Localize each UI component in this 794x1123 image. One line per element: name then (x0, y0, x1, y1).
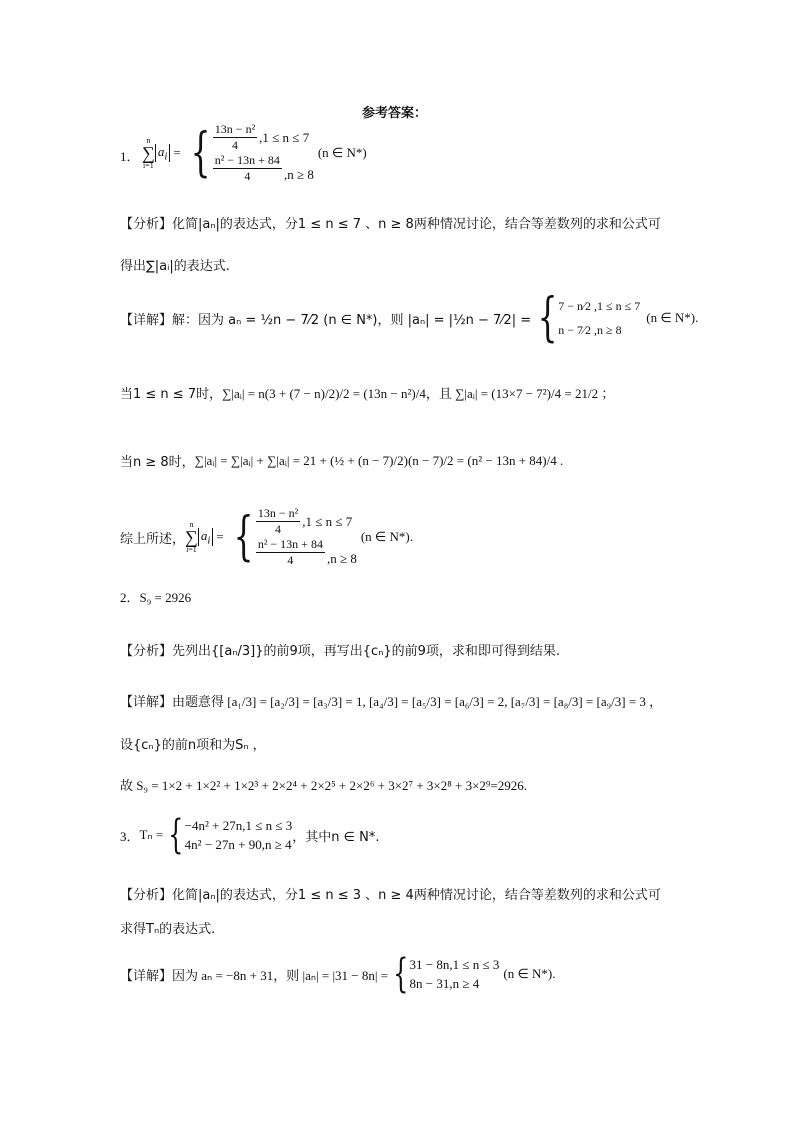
q1-answer-formula: n ∑ i=1 $a_i$ = { $\frac{\text{13n − n²}}{4}$ ,1 ≤ n ≤ 7 $\frac{\text{n² − 13n + 84}}{4}$ ,n ≥ 8 (n ∈ N*) (142, 122, 367, 183)
q1-number: 1． (120, 149, 140, 164)
q1-case2-cond: ,n ≥ 8 (283, 166, 314, 182)
q1-case1-num: 13n − n² (214, 122, 256, 136)
analysis-tag: 【分析】 (120, 217, 173, 232)
sum-symbol: n ∑ i=1 (142, 136, 155, 170)
summary-prefix: 综上所述， (120, 531, 186, 547)
summary-case2-cond: ,n ≥ 8 (326, 550, 357, 566)
q1-case1-den: 4 (231, 138, 238, 152)
detail-tag: 【详解】 (120, 312, 173, 328)
summary-case1-den: 4 (275, 522, 281, 536)
left-brace: { (537, 288, 558, 348)
left-brace: { (393, 951, 409, 997)
q3-detail-cases (410, 955, 500, 993)
q3-answer (120, 812, 380, 858)
when2-expr: ∑|aᵢ| = ∑|aᵢ| + ∑|aᵢ| = 21 + (½ + (n − 7)/2)(n − 7)/2 = (n² − 13n + 84)/4 . (194, 452, 564, 468)
q2-detail-text: 由题意得 [a₁/3] = [a₂/3] = [a₃/3] = 1, [a₄/3] = [a₅/3] = [a₆/3] = 2, [a₇/3] = [a₈/3] = [a₉/3] = 3 ， (172, 694, 663, 709)
q2-answer-expr: S₉ = 2926 (139, 590, 192, 605)
q1-summary: 综上所述， n ∑ i=1 $a_i$ = { $\frac{\text{13n − n²}}{4}$ ,1 ≤ n ≤ 7 $\frac{\text{n² − 13n + 84}}{4}$ ,n ≥ 8 (n ∈ N*). (120, 506, 413, 567)
q1-detail-domain: (n ∈ N*). (646, 310, 699, 325)
q3-detail-case1: 31 − 8n,1 ≤ n ≤ 3 (409, 957, 500, 972)
q1-case2-den: 4 (244, 169, 251, 183)
left-brace: { (190, 123, 211, 183)
q1-analysis-line1: 化简|aₙ|的表达式，分1 ≤ n ≤ 7 、n ≥ 8两种情况讨论，结合等差数列的求和公式可 (172, 217, 661, 232)
q3-cases (185, 816, 293, 854)
q1-detail-case1: 7 − n⁄2 ,1 ≤ n ≤ 7 (558, 299, 641, 313)
left-brace: { (168, 812, 184, 858)
q2-analysis-text: 先列出{[aₙ/3]}的前9项，再写出{cₙ}的前9项，求和即可得到结果. (172, 644, 561, 659)
q1-case-2-derivation (120, 451, 563, 470)
q1-case1-cond: ,1 ≤ n ≤ 7 (259, 129, 310, 145)
q2-so: 故 S₉ = 1×2 + 1×2² + 1×2³ + 2×2⁴ + 2×2⁵ + 2×2⁶ + 3×2⁷ + 3×2⁸ + 3×2⁹=2926. (120, 778, 528, 793)
q2-let: 设{cₙ}的前n项和为Sₙ ， (120, 738, 266, 753)
q2-answer (120, 587, 191, 606)
summary-case2-num: n² − 13n + 84 (257, 537, 323, 551)
left-brace: { (233, 507, 254, 567)
q1-summary-cases (254, 506, 357, 568)
q1-detail-case2: n − 7⁄2 ,n ≥ 8 (558, 323, 622, 337)
q3-analysis-1 (120, 884, 661, 903)
q1-detail (120, 288, 699, 348)
q1-detail-cases (558, 294, 640, 342)
q3-case2: 4n² − 27n + 90,n ≥ 4 (184, 837, 292, 852)
q3-detail-text: 因为 aₙ = −8n + 31，则 |aₙ| = |31 − 8n| = (172, 967, 389, 983)
q3-detail (120, 951, 556, 997)
sum-symbol: n ∑ i=1 (185, 520, 198, 554)
q1-domain: (n ∈ N*) (317, 145, 367, 160)
summary-case2-den: 4 (287, 553, 294, 567)
q3-number: 3． (120, 828, 140, 844)
q2-number: 2． (120, 590, 140, 605)
summary-case1-cond: ,1 ≤ n ≤ 7 (302, 513, 353, 529)
analysis-tag: 【分析】 (120, 644, 173, 659)
q3-analysis-line2: 求得Tₙ的表达式. (120, 922, 216, 937)
q1-case2-num: n² − 13n + 84 (214, 153, 280, 167)
q1-analysis-line2: 得出∑|aᵢ|的表达式. (120, 259, 230, 274)
when2-prefix: 当n ≥ 8时， (120, 455, 195, 470)
q3-detail-domain: (n ∈ N*). (503, 966, 556, 981)
detail-tag: 【详解】 (120, 968, 173, 984)
q3-tail: ，其中n ∈ N*. (292, 829, 380, 845)
q2-detail (120, 691, 662, 710)
q1-case-1-derivation (120, 383, 614, 402)
q1-analysis (120, 213, 661, 232)
analysis-tag: 【分析】 (120, 888, 173, 903)
q1-summary-end: (n ∈ N*). (360, 529, 413, 544)
q1-detail-line: 解：因为 aₙ = ½n − 7⁄2 (n ∈ N*)，则 |aₙ| = |½n − 7⁄2| = (172, 312, 532, 328)
summary-case1-num: 13n − n² (257, 506, 299, 520)
abs-ai: $a_i$ (198, 528, 214, 547)
page-title: 参考答案： (362, 106, 428, 121)
detail-tag: 【详解】 (120, 695, 173, 710)
q3-detail-case2: 8n − 31,n ≥ 4 (409, 976, 480, 991)
q3-tn: Tₙ = (139, 827, 164, 842)
q3-case1: −4n² + 27n,1 ≤ n ≤ 3 (184, 818, 293, 833)
q1-cases (211, 122, 314, 184)
abs-ai: $a_i$ (155, 144, 171, 163)
q2-analysis (120, 640, 560, 659)
q3-analysis-line1: 化简|aₙ|的表达式，分1 ≤ n ≤ 3 、n ≥ 4两种情况讨论，结合等差数列的求和公式可 (172, 888, 661, 903)
when1-expr: ∑|aᵢ| = n(3 + (7 − n)/2)/2 = (13n − n²)/4，且 ∑|aᵢ| = (13×7 − 7²)/4 = 21/2 ； (222, 386, 615, 401)
when1-prefix: 当1 ≤ n ≤ 7时， (120, 387, 223, 402)
